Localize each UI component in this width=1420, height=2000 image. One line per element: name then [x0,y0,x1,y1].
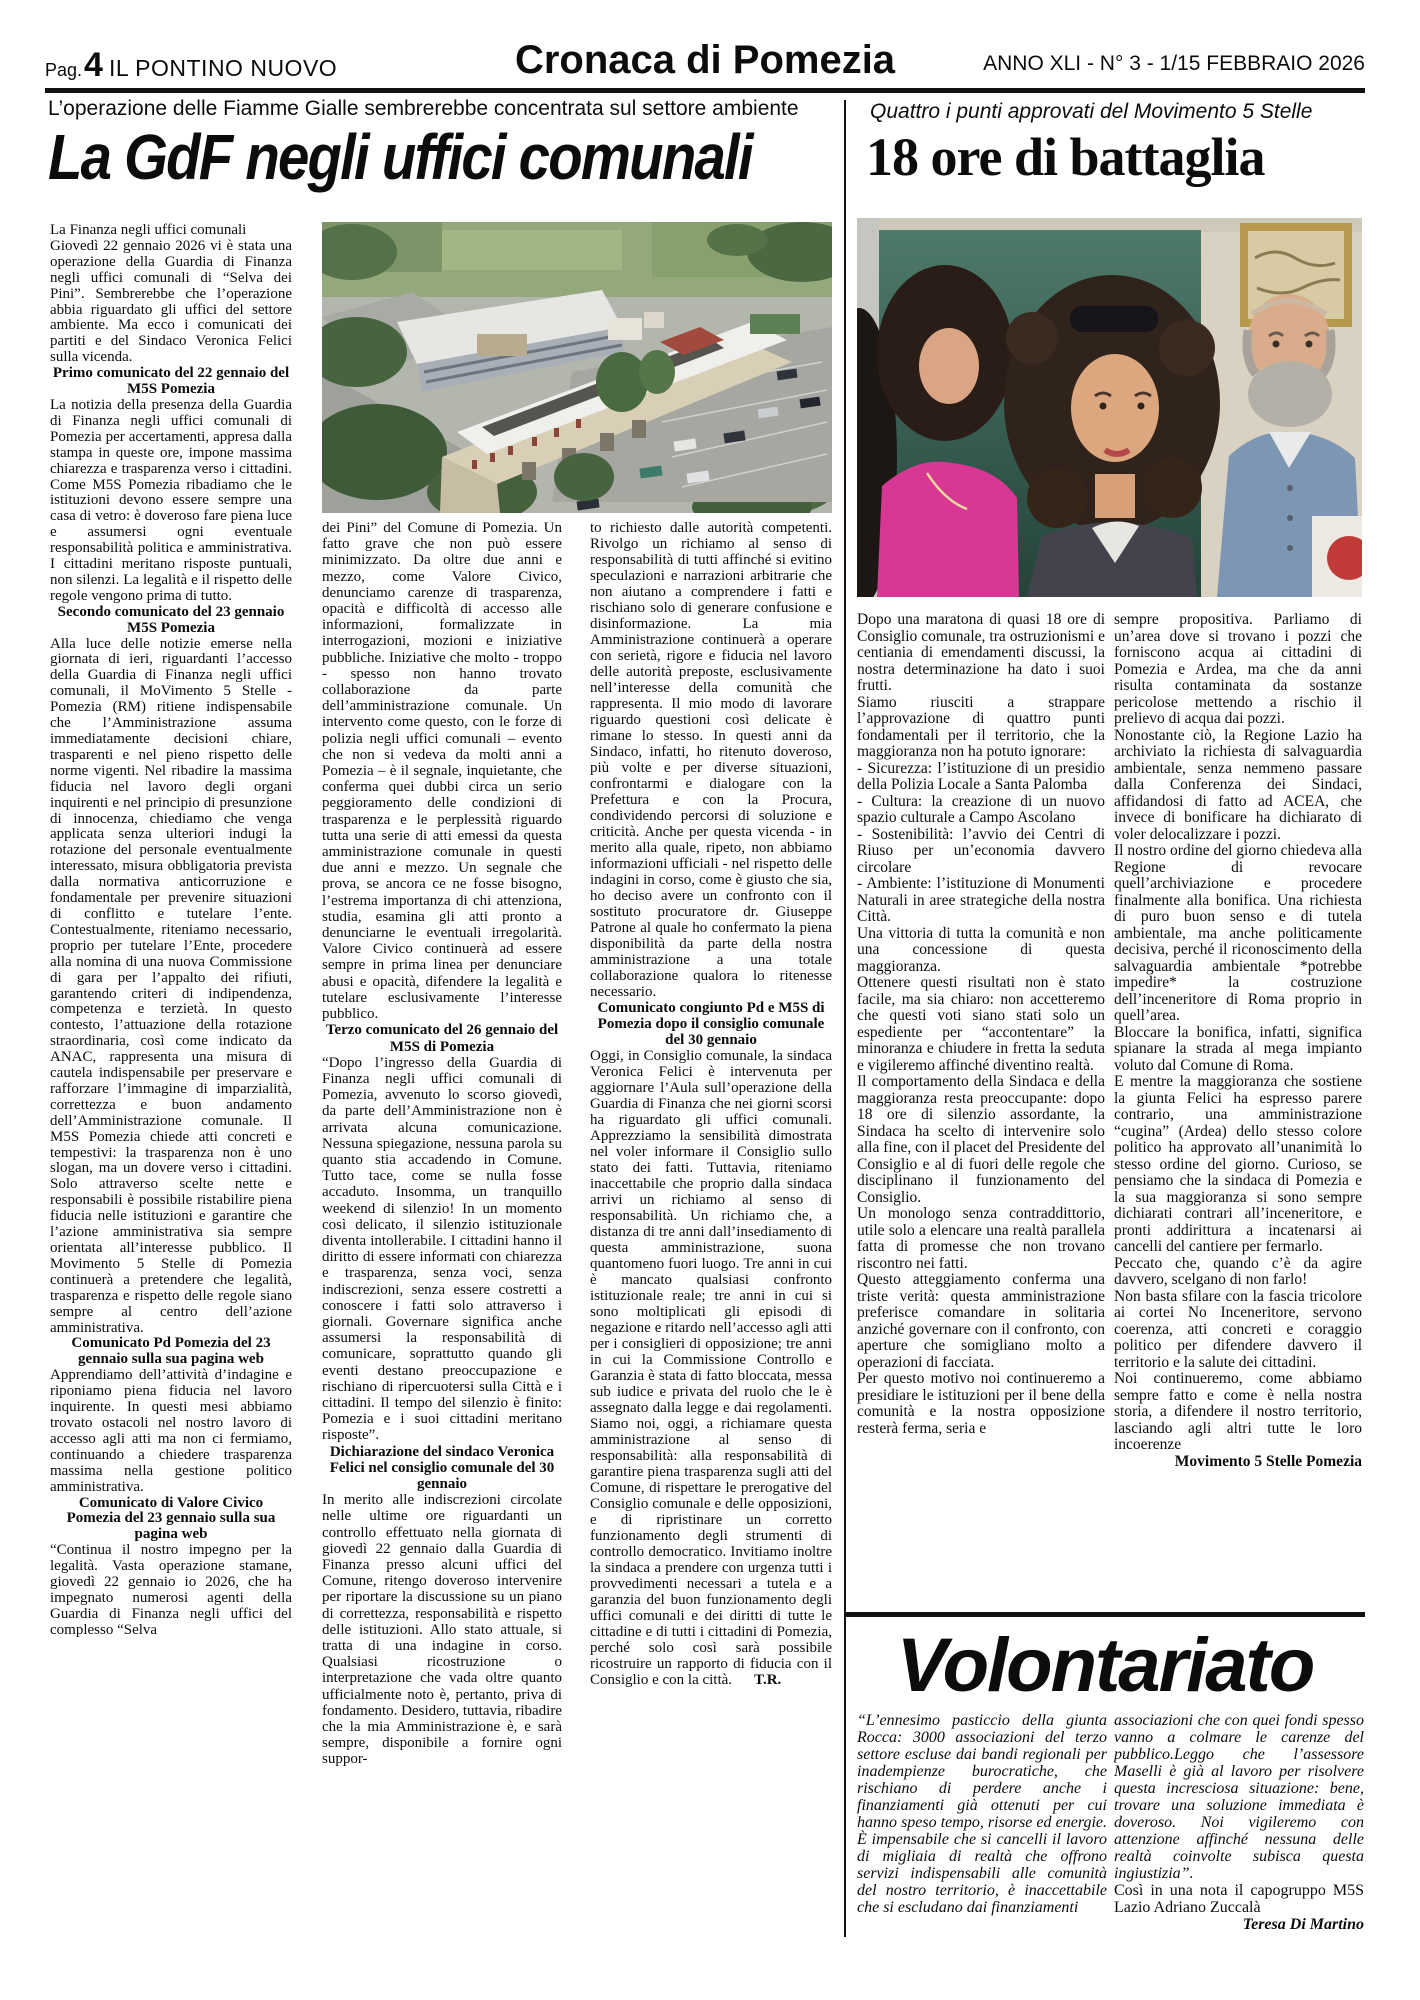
paragraph: - Cultura: la creazione di un nuovo spazio culturale a Campo Ascolano [857,792,1105,826]
left-article-column-2 [322,520,562,1937]
header-rule [45,88,1365,93]
left-article-headline: La GdF negli uffici comunali [48,121,752,193]
paragraph: Bloccare la bonifica, infatti, significa spianare la strada al mega impianto voluto dal Comune di Roma. [1114,1023,1362,1074]
paragraph: Giovedì 22 gennaio 2026 vi è stata una operazione della Guardia di Finanza negli uffici comunali di “Selva dei Pini”. Sembrerebbe che l’operazione abbia riguardato gli uffici del settore ambiente. Ma ecco i comunicati dei partiti e del Sindaco Veronica Felici sulla vicenda. [50,237,292,366]
paragraph: associazioni che con quei fondi spesso vanno a colmare le carenze del pubblico.Leggo che l’assessore Maselli è già al lavoro per risolvere questa incresciosa situazione: bene, trovare una soluzione immediata è doveroso. Noi vigileremo con attenzione affinché nessuna delle realtà coinvolte subisca questa ingiustizia”. [1114,1712,1364,1882]
paragraph: “L’ennesimo pasticcio della giunta Rocca: 3000 associazioni del terzo settore escluse dai bandi regionali per inadempienze burocratiche, che rischiano di perdere anche i finanziamenti già ottenuti per cui hanno speso tempo, risorse ed energie. È impensabile che si cancelli il lavoro di migliaia di realtà che offrono servizi indispensabili alle comunità del nostro territorio, è inaccettabile che si escludano dai finanziamenti [857,1712,1107,1916]
right-article-column-2 [1114,612,1362,1600]
paragraph: - Sicurezza: l’istituzione di un presidio della Polizia Locale a Santa Palomba [857,759,1105,793]
volontariato-headline: Volontariato [896,1623,1314,1708]
section-title: Cronaca di Pomezia [514,38,896,82]
paragraph: Peccato che, quando c’è da agire davvero, scelgano di non farlo! [1114,1254,1362,1288]
paragraph: Il comportamento della Sindaca e della maggioranza resta preoccupante: dopo 18 ore di silenzio assordante, la Sindaca ha scelto di intervenire solo alla fine, con il placet del Presidente del Consiglio e al di fuori delle regole che disciplinano il funzionamento del Consiglio. [857,1073,1105,1206]
aerial-photo-selva-dei-pini [322,222,832,513]
paragraph: to richiesto dalle autorità competenti. Rivolgo un richiamo al senso di responsabilità di tutti affinché si evitino speculazioni e narrazioni arbitrarie che non aiutano a comprendere i fatti e rischiano solo di generare confusione e disinformazione. La mia Amministrazione continuerà a operare con serietà, rigore e fiducia nel lavoro delle autorità preposte, esclusivamente nell’interesse della comunità che rappresenta. Il mio modo di lavorare riguardo questioni così delicate è rimane lo stesso. In questi anni da Sindaco, infatti, ho ritenuto doveroso, più volte e per diverse situazioni, confrontarmi e dialogare con la Prefettura e con la Procura, condividendo percorsi di soluzione e criticità. Anche per questa vicenda - in merito alla quale, ripeto, non abbiamo informazioni ufficiali - nel rispetto delle indagini in corso, come è giusto che sia, ho deciso avere un confronto con il sostituto procuratore dr. Giuseppe Patrone al quale ho confermato la piena disponibilità da parte della nostra amministrazione a una totale collaborazione qualora lo ritenesse necessario. [590,520,832,1000]
group-photo-m5s [857,218,1362,597]
subheading: Comunicato di Valore Civico Pomezia del 23 gennaio sulla sua pagina web [66,1494,276,1543]
paragraph: - Ambiente: l’istituzione di Monumenti Naturali in aree strategiche della nostra Città. [857,875,1105,925]
paragraph: Non basta sfilare con la fascia tricolore ai cortei No Inceneritore, servono coerenza, atti concreti e coraggio politico per difendere davvero il territorio e la salute dei cittadini. [1114,1287,1362,1371]
paragraph: - Sostenibilità: l’avvio dei Centri di Riuso per un’economia davvero circolare [857,825,1105,876]
paragraph: Questo atteggiamento conferma una triste verità: questa amministrazione preferisce comandare in solitaria anziché governare con il confronto, con aperture che somigliano molto a operazioni di facciata. [857,1271,1105,1371]
paragraph: Noi continueremo, come abbiamo sempre fatto e come è nella nostra storia, a difendere il nostro territorio, lasciando agli altri tutte le loro incoerenze [1114,1370,1362,1453]
subheading: Comunicato Pd Pomezia del 23 gennaio sulla sua pagina web [71,1335,271,1368]
paragraph: La Finanza negli uffici comunali [50,223,247,238]
subheading: Comunicato congiunto Pd e M5S di Pomezia dopo il consiglio comunale del 30 gennaio [597,1000,825,1048]
page-number: 4 [84,46,103,84]
left-article-kicker: L’operazione delle Fiamme Gialle sembrerebbe concentrata sul settore ambiente [48,97,799,120]
signature: Teresa Di Martino [1242,1916,1364,1933]
subheading: Secondo comunicato del 23 gennaio M5S Pomezia [57,603,285,636]
masthead-title: IL PONTINO NUOVO [108,55,338,81]
paragraph: Un monologo senza contraddittorio, utile solo a elencare una realtà parallela fatta di promesse che non trovano riscontro nei fatti. [857,1205,1105,1272]
right-article-column-1 [857,612,1105,1600]
right-article-kicker: Quattro i punti approvati del Movimento 5 Stelle [870,100,1313,123]
paragraph: Nonostante ciò, la Regione Lazio ha archiviato la richiesta di salvaguardia ambientale, senza nemmeno passare dalla Conferenza dei Sindaci, affidandosi di fatto ad ACEA, che invece di bonificare ha dichiarato di voler delocalizzare i pozzi. [1114,726,1362,843]
paragraph: “Dopo l’ingresso della Guardia di Finanza negli uffici comunali di Pomezia, avvenuto lo scorso giovedì, da parte dell’Amministrazione non è arrivata alcuna comunicazione. Nessuna spiegazione, nessuna parola su quanto stia accadendo in Comune. Tutto tace, come se nulla fosse accaduto. Insomma, un tranquillo weekend di silenzio! In un momento così delicato, il silenzio istituzionale diventa intollerabile. I cittadini hanno il diritto di essere informati con chiarezza e trasparenza, senza voci, senza indiscrezioni, senza essere costretti a conoscere i fatti solo attraverso i giornali. Governare significa anche assumersi la responsabilità di comunicare, soprattutto quando gli eventi destano preoccupazione e rischiano di ripercuotersi sulla Città e i cittadini. Il tempo del silenzio è finito: Pomezia e i suoi cittadini meritano risposte”. [322,1054,562,1444]
paragraph: Alla luce delle notizie emerse nella giornata di ieri, riguardanti l’accesso della Guardia di Finanza negli uffici comunali, il MoVimento 5 Stelle - Pomezia (RM) ritiene indispensabile che l’Amministrazione assuma immediatamente decisioni chiare, trasparenti e nel pieno rispetto delle norme vigenti. Nel ribadire la massima fiducia nel lavoro degli organi inquirenti e nel principio di presunzione di innocenza, chiediamo che venga applicata senza ulteriori indugi la rotazione del personale eventualmente interessato, misura obbligatoria prevista dalla normativa anticorruzione e fondamentale per prevenire situazioni di conflitto e tutelare l’ente. Contestualmente, riteniamo necessario, proprio per tutelare l’Ente, procedere alla nomina di una nuova Commissione di gara per l’appalto dei rifiuti, garantendo criteri di indipendenza, competenza e terzietà. In questo contesto, l’attuazione della rotazione straordinaria, così come indicato da ANAC, rappresenta una misura di cautela indispensabile per preservare e rafforzare l’immagine di imparzialità, correttezza e buon andamento dell’Amministrazione comunale. Il M5S Pomezia chiede atti concreti e tempestivi: la trasparenza non è uno slogan, ma un dovere verso i cittadini. Solo attraverso scelte nette e responsabili è possibile ristabilire piena fiducia nelle istituzioni e garantire che l’azione amministrativa sia sempre orientata all’interesse pubblico. Il Movimento 5 Stelle di Pomezia continuerà a pretendere che legalità, trasparenza e rispetto delle regole siano sempre al centro dell’azione amministrativa. [50,635,292,1336]
volontariato-rule [845,1612,1365,1617]
masthead [45,46,337,85]
paragraph: dei Pini” del Comune di Pomezia. Un fatto grave che non può essere minimizzato. Da oltre due anni e mezzo, come Valore Civico, denunciamo carenze di trasparenza, opacità e difficoltà di accesso alle informazioni, formalizzate in interrogazioni, mozioni e iniziative pubbliche. Iniziative che molto - troppo - spesso non hanno trovato collaborazione da parte dell’amministrazione comunale. Un intervento come questo, con le forze di polizia negli uffici comunali – evento che non si vedeva da molti anni a Pomezia – è il segnale, inquietante, che conferma quei dubbi circa un serio peggioramento delle condizioni di trasparenza e le perplessità riguardo tutta una serie di atti emessi da questa amministrazione comunale in questi due anni e mezzo. Un segnale che prova, se ancora ce ne fosse bisogno, l’estrema importanza di chi attenziona, studia, esamina gli atti pronto a denunciarne le eventuali irregolarità. Valore Civico continuerà ad essere sempre in prima linea per denunciare abusi e opacità, difendere la legalità e tutelare esclusivamente l’interesse pubblico. [322,520,562,1023]
paragraph: Apprendiamo dell’attività d’indagine e riponiamo piena fiducia nel lavoro inquirente. In questi mesi abbiamo trovato ostacoli nel nostro lavoro di accesso agli atti ma non ci fermiamo, continuando a chiedere trasparenza massima nella gestione politico amministrativa. [50,1367,292,1495]
paragraph: Così in una nota il capogruppo M5S Lazio Adriano Zuccalà [1114,1882,1364,1916]
paragraph: La notizia della presenza della Guardia di Finanza negli uffici comunali di Pomezia per accertamenti, appresa dalla stampa in queste ore, impone massima chiarezza e trasparenza verso i cittadini. Come M5S Pomezia ribadiamo che le istituzioni devono essere sempre una casa di vetro: è doveroso fare piena luce e assumersi ogni eventuale responsabilità politica e amministrativa. I cittadini meritano risposte puntuali, non silenzi. La legalità e il rispetto delle regole vengono prima di tutto. [50,396,292,604]
paragraph: Una vittoria di tutta la comunità e non una concessione di questa maggioranza. [857,924,1105,975]
issue-info: ANNO XLI - N° 3 - 1/15 FEBBRAIO 2026 [983,52,1365,75]
paragraph: Ottenere questi risultati non è stato facile, ma sia chiaro: non accetteremo che questi voti siano stati solo un espediente per “accontentare” la minoranza e chiudere in fretta la seduta e vigileremo affinché diventino realtà. [857,974,1105,1074]
paragraph: Il nostro ordine del giorno chiedeva alla Regione di revocare quell’archiviazione e procedere finalmente alla bonifica. Una richiesta di puro buon senso e di tutela ambientale, ma anche politicamente decisiva, perché il riconoscimento della salvaguardia ambientale *potrebbe impedire* la costruzione dell’inceneritore di Roma proprio in quell’area. [1114,842,1362,1024]
left-article-column-1 [50,223,292,1937]
paragraph: In merito alle indiscrezioni circolate nelle ultime ore riguardanti un controllo effettuato nella giornata di giovedì 22 gennaio dalla Guardia di Finanza presso alcuni uffici del Comune, ritengo doveroso intervenire per riportare la discussione su un piano di correttezza, responsabilità e rispetto delle istituzioni. Allo stato attuale, si tratta di una indagine in corso. Qualsiasi ricostruzione o interpretazione che vada oltre quanto ufficialmente noto è, pertanto, priva di fondamento. Desidero, tuttavia, ribadire che la mia Amministrazione è, e sarà sempre, disponibile a fornire ogni suppor- [322,1492,562,1768]
paragraph: sempre propositiva. Parliamo di un’area dove si trovano i pozzi che forniscono acqua ai cittadini di Pomezia e Ardea, ma che da anni risulta contaminata da sostanze pericolose mettendo a rischio il prelievo di acqua dai pozzi. [1114,612,1362,727]
signature: T.R. [754,1672,782,1688]
paragraph: “Continua il nostro impegno per la legalità. Vasta operazione stamane, giovedì 22 gennaio io 2026, che ha impegnato numerosi agenti della Guardia di Finanza negli uffici del complesso “Selva [50,1542,292,1638]
paragraph: Siamo riusciti a strappare l’approvazione di quattro punti fondamentali per il territorio, che la maggioranza non ha potuto ignorare: [857,693,1105,760]
signature: Movimento 5 Stelle Pomezia [1174,1452,1362,1470]
paragraph: E mentre la maggioranza che sostiene la giunta Felici ha espresso parere contrario, una amministrazione “cugina” (Ardea) dello stesso colore politico ha approvato all’unanimità lo stesso ordine del giorno. Curioso, se pensiamo che la sindaca di Pomezia e la sua maggioranza si sono sempre dichiarati contrari all’inceneritore, e pronti addirittura a incatenarsi ai cancelli del cantiere per fermarlo. [1114,1073,1362,1255]
subheading: Terzo comunicato del 26 gennaio del M5S di Pomezia [325,1022,559,1055]
paragraph: Dopo una maratona di quasi 18 ore di Consiglio comunale, tra ostruzionismi e centiania di emendamenti discussi, la nostra determinazione ha dato i suoi frutti. [857,612,1105,694]
subheading: Primo comunicato del 22 gennaio del M5S Pomezia [52,365,290,398]
subheading: Dichiarazione del sindaco Veronica Felici nel consiglio comunale del 30 gennaio [329,1443,555,1492]
paragraph: Per questo motivo noi continueremo a presidiare le istituzioni per il bene della comunità e la nostra opposizione resterà ferma, seria e [857,1370,1105,1437]
volontariato-column-2 [1114,1712,1364,1944]
volontariato-column-1 [857,1712,1107,1944]
paragraph: Oggi, in Consiglio comunale, la sindaca Veronica Felici è intervenuta per aggiornare l’Aula sull’operazione della Guardia di Finanza che nei giorni scorsi ha riguardato gli uffici comunali. Apprezziamo la sensibilità dimostrata nel voler informare il Consiglio sullo stato dei fatti. Tuttavia, riteniamo inaccettabile che proprio dalla sindaca arrivi un richiamo al senso di responsabilità. Un richiamo che, a distanza di tre anni dall’insediamento di questa amministrazione, suona quantomeno fuori luogo. Tre anni in cui è mancato qualsiasi confronto istituzionale reale; tre anni in cui si sono moltiplicati gli episodi di negazione e ritardo nell’accesso agli atti per i consiglieri di opposizione; tre anni in cui la Commissione Controllo e Garanzia è stata di fatto bloccata, messa sub iudice e privata del ruolo che le è assegnato dalla legge e dai regolamenti. Siamo noi, oggi, a richiamare questa amministrazione al senso di responsabilità: alla responsabilità di garantire piena trasparenza sugli atti del Comune, di rispettare le prerogative del Consiglio comunale e delle opposizioni, e di ripristinare un corretto funzionamento degli strumenti di controllo democratico. Invitiamo inoltre la sindaca a prendere con urgenza tutti i provvedimenti necessari a tutela e a garanzia del buon funzionamento degli uffici comunali e dei diritti di tutte le cittadine e di tutti i cittadini di Pomezia, perché solo così sarà possibile ricostruire un rapporto di fiducia con il Consiglio e con la città. T.R. [590,1048,832,1688]
right-article-headline: 18 ore di battaglia [866,127,1265,187]
page-label: Pag. [45,60,83,80]
left-article-column-3 [590,520,832,1937]
